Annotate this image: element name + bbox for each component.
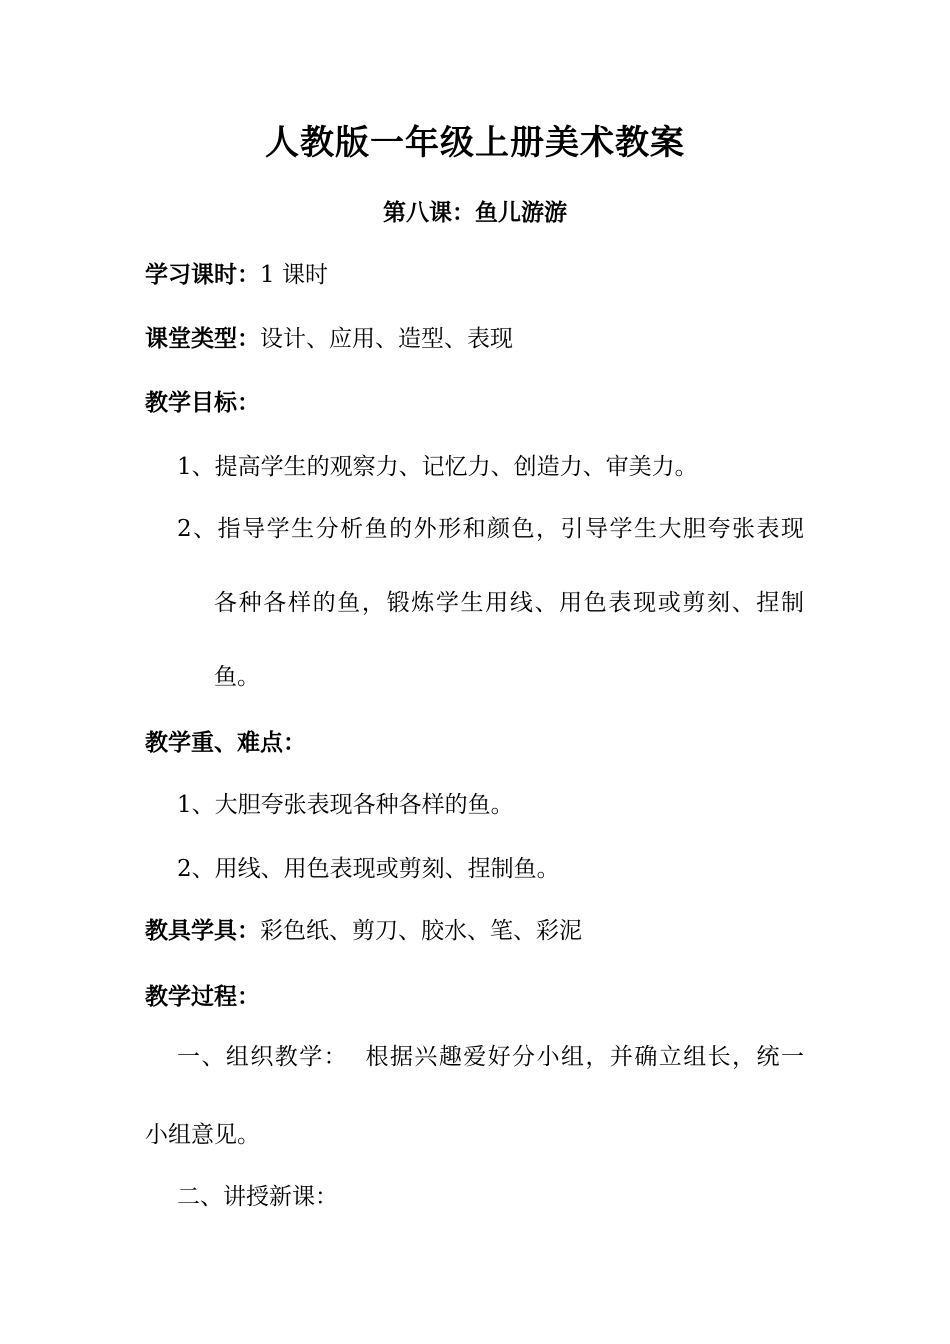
tools-row [145,914,582,948]
teaching-goals-heading: 教学目标： [145,390,260,416]
tools-value: 彩色纸、剪刀、胶水、笔、彩泥 [260,918,582,944]
class-type-row [145,322,513,356]
study-hours-value: 1 课时 [260,262,328,288]
class-type-value: 设计、应用、造型、表现 [260,326,513,352]
tools-label: 教具学具： [145,918,260,944]
key-point-item-1: 1、大胆夸张表现各种各样的鱼。 [177,792,514,818]
study-hours-row [145,258,328,292]
lesson-subtitle: 第八课：鱼儿游游 [383,200,567,226]
process-step-1-line-2: 小组意见。 [145,1122,260,1148]
document-title: 人教版一年级上册美术教案 [265,123,685,163]
teaching-process-heading: 教学过程： [145,984,260,1010]
goal-item-1: 1、提高学生的观察力、记忆力、创造力、审美力。 [177,454,698,480]
key-points-heading: 教学重、难点： [145,730,306,756]
process-step-2: 二、讲授新课： [177,1184,338,1210]
study-hours-label: 学习课时： [145,262,260,288]
class-type-label: 课堂类型： [145,326,260,352]
goal-item-2-line-3: 鱼。 [214,664,260,690]
key-point-item-2: 2、用线、用色表现或剪刻、捏制鱼。 [177,856,560,882]
process-step-1-line-1: 一、组织教学： 根据兴趣爱好分小组，并确立组长，统一 [177,1044,804,1070]
goal-item-2-line-1: 2、指导学生分析鱼的外形和颜色，引导学生大胆夸张表现 [177,516,804,542]
goal-item-2-line-2: 各种各样的鱼，锻炼学生用线、用色表现或剪刻、捏制 [214,590,804,616]
